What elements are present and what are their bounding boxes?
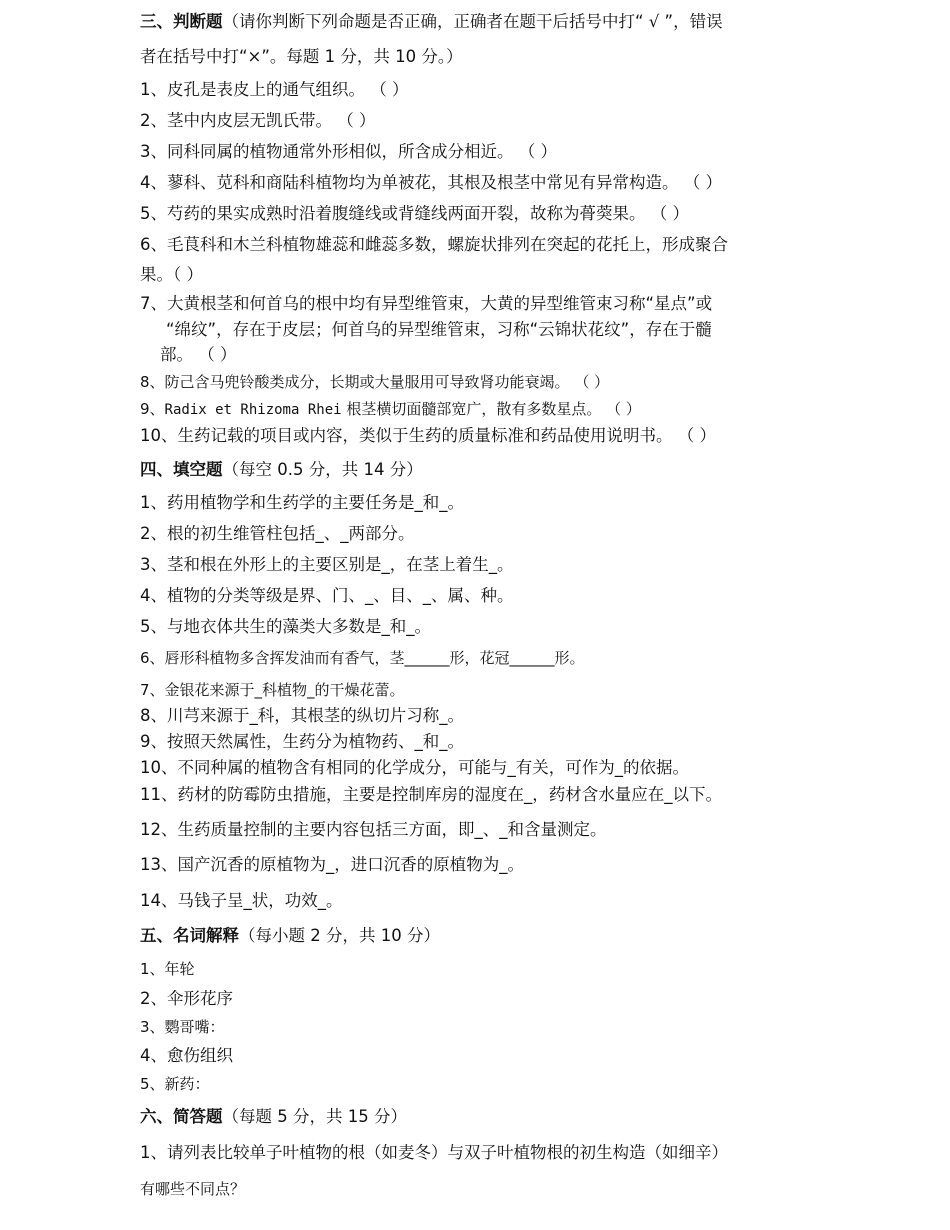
s4-item-10: 10、不同种属的植物含有相同的化学成分，可能与_有关，可作为_的依据。 xyxy=(140,758,689,777)
s3-item-3: 3、同科同属的植物通常外形相似，所含成分相近。 （ ） xyxy=(140,142,557,161)
s4-item-8: 8、川芎来源于_科，其根茎的纵切片习称_。 xyxy=(140,706,464,725)
s3-item-10: 10、生药记载的项目或内容，类似于生药的质量标准和药品使用说明书。 （ ） xyxy=(140,426,716,445)
s3-item-5: 5、芍药的果实成熟时沿着腹缝线或背缝线两面开裂，故称为蓇葖果。 （ ） xyxy=(140,204,689,223)
s3-item-4: 4、蓼科、苋科和商陆科植物均为单被花，其根及根茎中常见有异常构造。 （ ） xyxy=(140,173,722,192)
s5-item-5: 5、新药： xyxy=(140,1075,210,1093)
s3-item-2: 2、茎中内皮层无凯氏带。 （ ） xyxy=(140,111,376,130)
s4-item-7: 7、金银花来源于_科植物_的干燥花蕾。 xyxy=(140,681,405,699)
s4-item-4: 4、植物的分类等级是界、门、_、目、_、属、种。 xyxy=(140,586,514,605)
section-4-heading xyxy=(140,460,423,480)
section-6-title: 六、简答题 xyxy=(140,1107,223,1126)
s5-item-3: 3、鹦哥嘴： xyxy=(140,1018,225,1036)
s4-item-13: 13、国产沉香的原植物为_，进口沉香的原植物为_。 xyxy=(140,855,524,874)
section-3-note-continued: 者在括号中打“×”。每题 1 分，共 10 分。） xyxy=(140,47,463,66)
s4-item-9: 9、按照天然属性，生药分为植物药、_和_。 xyxy=(140,732,464,751)
s4-item-11: 11、药材的防霉防虫措施，主要是控制库房的湿度在_，药材含水量应在_以下。 xyxy=(140,785,722,804)
s3-item-9-rest: 根茎横切面髓部宽广，散有多数星点。 （ ） xyxy=(341,400,641,418)
s3-item-6: 6、毛茛科和木兰科植物雄蕊和雌蕊多数，螺旋状排列在突起的花托上，形成聚合 xyxy=(140,235,728,254)
s3-item-9-prefix: 9、 xyxy=(140,400,165,418)
s4-item-6: 6、唇形科植物多含挥发油而有香气，茎______形，花冠______形。 xyxy=(140,649,585,667)
s4-item-2: 2、根的初生维管柱包括_、_两部分。 xyxy=(140,524,415,543)
s5-item-2: 2、伞形花序 xyxy=(140,989,233,1008)
s6-item-1-cont: 有哪些不同点？ xyxy=(140,1180,246,1198)
s3-item-1: 1、皮孔是表皮上的通气组织。 （ ） xyxy=(140,80,409,99)
s3-item-9-latin: Radix et Rhizoma Rhei xyxy=(164,402,342,418)
section-3-title: 三、判断题 xyxy=(140,12,223,31)
section-5-title: 五、名词解释 xyxy=(140,926,239,945)
s4-item-12: 12、生药质量控制的主要内容包括三方面，即_、_和含量测定。 xyxy=(140,820,607,839)
s4-item-5: 5、与地衣体共生的藻类大多数是_和_。 xyxy=(140,617,431,636)
s3-item-8: 8、防己含马兜铃酸类成分，长期或大量服用可导致肾功能衰竭。 （ ） xyxy=(140,373,610,391)
section-4-note: （每空 0.5 分，共 14 分） xyxy=(222,460,423,479)
section-3-heading xyxy=(140,12,723,32)
section-4-title: 四、填空题 xyxy=(140,460,223,479)
section-5-heading xyxy=(140,926,440,946)
s6-item-1: 1、请列表比较单子叶植物的根（如麦冬）与双子叶植物根的初生构造（如细辛） xyxy=(140,1143,728,1162)
section-6-note: （每题 5 分，共 15 分） xyxy=(222,1107,407,1126)
s3-item-9 xyxy=(140,399,641,420)
s4-item-1: 1、药用植物学和生药学的主要任务是_和_。 xyxy=(140,493,464,512)
section-6-heading xyxy=(140,1107,407,1127)
section-3-note: （请你判断下列命题是否正确，正确者在题干后括号中打“ √ ”，错误 xyxy=(222,12,723,31)
s5-item-4: 4、愈伤组织 xyxy=(140,1046,233,1065)
s3-item-7-cont: “绵纹”，存在于皮层；何首乌的异型维管束，习称“云锦状花纹”，存在于髓 xyxy=(166,320,712,339)
s3-item-7-cont2: 部。 （ ） xyxy=(160,345,237,364)
s5-item-1: 1、年轮 xyxy=(140,960,195,978)
s3-item-6-cont: 果。（ ） xyxy=(140,265,203,284)
section-5-note: （每小题 2 分，共 10 分） xyxy=(239,926,440,945)
s4-item-14: 14、马钱子呈_状，功效_。 xyxy=(140,891,343,910)
s3-item-7: 7、大黄根茎和何首乌的根中均有异型维管束，大黄的异型维管束习称“星点”或 xyxy=(140,294,713,313)
s4-item-3: 3、茎和根在外形上的主要区别是_，在茎上着生_。 xyxy=(140,555,514,574)
